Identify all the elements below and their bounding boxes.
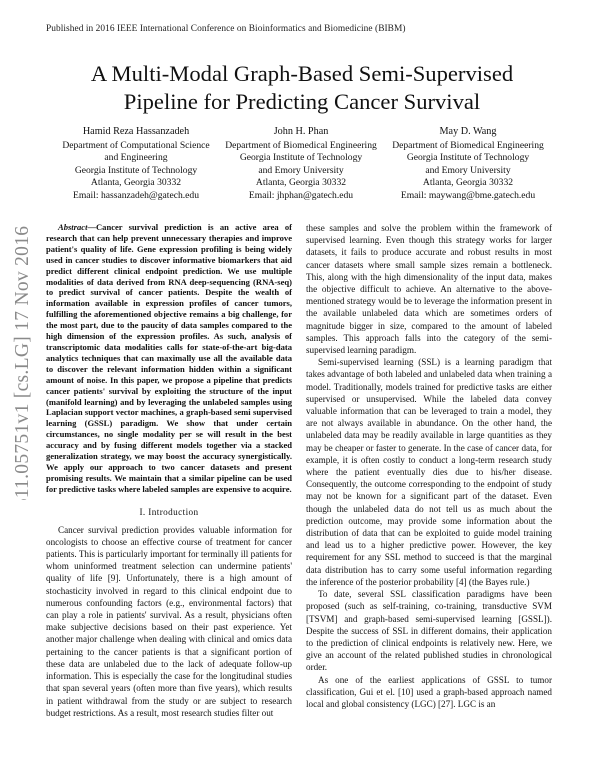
- abstract-text: —Cancer survival prediction is an active area of research that can help prevent unnecessary therapies and improve patient's quality of life. Gene expression profiling is being widely used in cancer studies to discover informative biomarkers that aid predict different clinical endpoint prediction. We use multiple modalities of data derived from RNA deep-sequencing (RNA-seq) to predict survival of cancer patients. Despite the wealth of information available in expression profiles of cancer tumors, fulfilling the aforementioned objective remains a big challenge, for the most part, due to the paucity of data samples compared to the high dimension of the expression profiles. As such, analysis of transcriptomic data modalities calls for state-of-the-art big-data analytics techniques that can maximally use all the available data to discover the relevant information hidden within a significant amount of noise. In this paper, we propose a pipeline that predicts cancer patients' survival by exploiting the structure of the input (manifold learning) and by leveraging the unlabeled samples using Laplacian support vector machines, a graph-based semi supervised learning (GSSL) paradigm. We show that under certain circumstances, no single modality per se will result in the best accuracy and by fusing different models together via a stacked generalization strategy, we may boost the accuracy synergistically. We apply our approach to two cancer datasets and present promising results. We maintain that a similar pipeline can be used for predictive tasks where labeled samples are expensive to acquire.: [46, 222, 292, 494]
- author-affiliation: and Emory University: [425, 164, 511, 176]
- author-affiliation: and Engineering: [104, 152, 168, 164]
- author-email: Email: maywang@bme.gatech.edu: [400, 189, 536, 201]
- author-affiliation: Department of Biomedical Engineering: [225, 139, 377, 151]
- body-paragraph: these samples and solve the problem within the framework of supervised learning. Even though this strategy works for larger datasets, it fails to produce accurate and robust results in most cancer datasets where small sample sizes remain a bottleneck. This, along with the high dimensionality of the input data, makes the objective difficult to achieve. An alternative to the above-mentioned strategy would be to leverage the information present in the available unlabeled data which are sometimes orders of magnitude bigger in size, compared to the amount of labeled samples. This approach falls into the category of the semi-supervised learning paradigm.: [306, 223, 552, 356]
- author-affiliation: and Emory University: [258, 164, 344, 176]
- author-affiliation: Department of Biomedical Engineering: [392, 139, 544, 151]
- intro-paragraph: Cancer survival prediction provides valuable information for oncologists to choose an effective course of treatment for cancer patients. This is particularly important for terminally ill patients for whom uninformed treatment selection can undermine patients' quality of life [9]. Unfortunately, there is a high amount of stochasticity involved in regard to this clinical endpoint due to numerous confounding factors (e.g., environmental factors) that can play a role in patients' survival. As a result, physicians often make subjective decisions based on their past experience. Yet another major challenge when dealing with clinical and omics data pertaining to the cancer patients is that a significant portion of these data are unlabeled due to the lack of adequate follow-up information. This is especially the case for the longitudinal studies that span several years (often more than five years), which results in patient withdrawal from the study or are subject to research budget restrictions. As a result, most research studies filter out: [46, 524, 292, 718]
- left-column: [46, 222, 292, 719]
- author-affiliation: Georgia Institute of Technology: [239, 152, 363, 164]
- author-3: [378, 126, 558, 203]
- author-affiliation: Atlanta, Georgia 30332: [422, 177, 514, 189]
- abstract-label: Abstract: [58, 222, 88, 232]
- body-paragraph: As one of the earliest applications of GSSL to tumor classification, Gui et el. [10] used a graph-based approach named local and global consistency (LGC) [27]. LGC is an: [306, 674, 552, 709]
- author-email: Email: hassanzadeh@gatech.edu: [72, 189, 200, 201]
- author-name: Hamid Reza Hassanzadeh: [82, 126, 190, 137]
- body-paragraph: To date, several SSL classification paradigms have been proposed (such as self-training, co-training, transductive SVM [TSVM] and graph-based semi-supervised learning [GSSL]). Despite the success of SSL in different domains, their application to the prediction of clinical endpoints is relatively new. Here, we give an account of the related published studies in chronological order.: [306, 589, 552, 673]
- author-name: May D. Wang: [439, 126, 497, 137]
- arxiv-stamp-text: arXiv:1611.05751v1 [cs.LG] 17 Nov 2016: [12, 225, 33, 500]
- author-email: Email: jhphan@gatech.edu: [248, 189, 354, 201]
- author-affiliation: Atlanta, Georgia 30332: [90, 177, 182, 189]
- body-paragraph: Semi-supervised learning (SSL) is a learning paradigm that takes advantage of both labeled and unlabeled data when training a model. Traditionally, models trained for predictive tasks are either supervised or unsupervised. While the labeled data convey valuable information that can be leveraged to train a model, they are not always available in abundance. On the other hand, the unlabeled data may be readily available in large quantities as they may be cheaper or faster to generate. In the case of cancer data, for example, it is often costly to conduct a long-term research study where the patient eventually dies due to his/her disease. Consequently, the outcome corresponding to the endpoint of study may not be known for a significant part of the dataset. Even though the unlabeled data do not tell us as much about the prediction outcome, may provide some information about the distribution of data that can be exploited to guide model training and lead us to a higher predictive power. However, the key requirement for any SSL method to succeed is that the marginal data distribution has to carry some useful information regarding the inference of the posterior probability [4] (the Bayes rule.): [306, 357, 552, 587]
- author-2: [211, 126, 391, 203]
- author-affiliation: Georgia Institute of Technology: [74, 164, 198, 176]
- paper-title: [52, 60, 552, 116]
- author-block: [46, 126, 558, 204]
- right-column: [306, 222, 552, 710]
- title-line-2: Pipeline for Predicting Cancer Survival: [123, 89, 481, 114]
- author-affiliation: Atlanta, Georgia 30332: [255, 177, 347, 189]
- section-heading-introduction: I. Introduction: [139, 506, 199, 517]
- author-affiliation: Department of Computational Science: [62, 139, 210, 151]
- author-affiliation: Georgia Institute of Technology: [406, 152, 530, 164]
- publication-note: Published in 2016 IEEE International Conference on Bioinformatics and Biomedicine (BIBM): [46, 24, 406, 34]
- title-line-1: A Multi-Modal Graph-Based Semi-Supervised: [90, 61, 514, 86]
- author-name: John H. Phan: [273, 126, 329, 137]
- author-1: [46, 126, 226, 203]
- abstract: [46, 222, 292, 495]
